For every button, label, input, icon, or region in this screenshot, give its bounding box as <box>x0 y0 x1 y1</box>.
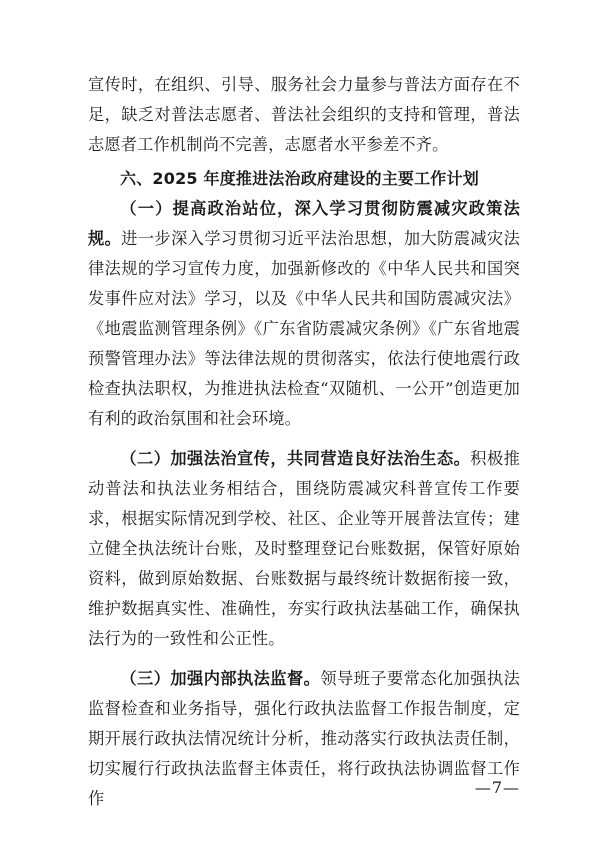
item-body-1: 进一步深入学习贯彻习近平法治思想，加大防震减灾法律法规的学习宣传力度，加强新修改的《中华人民共和国突发事件应对法》学习，以及《中华人民共和国防震减灾法》《地震监测管理条例》《广东省防震减灾条例》《广东省地震预警管理办法》等法律法规的贯彻落实，依法行使地震行政检查执法职权，为推进执法检查“双随机、一公开”创造更加有利的政治氛围和社会环境。 <box>88 229 520 428</box>
item-title-1: （一）提高政治站位，深入学习贯彻防震减灾政策法规。 <box>88 199 520 248</box>
item-paragraph-2 <box>88 444 520 654</box>
item-body-2: 积极推动普法和执法业务相结合，围绕防震减灾科普宣传工作要求，根据实际情况到学校、社区、企业等开展普法宣传；建立健全执法统计台账，及时整理登记台账数据，保管好原始资料，做到原始数据、台账数据与最终统计数据衔接一致，维护数据真实性、准确性，夯实行政执法基础工作，确保执法行为的一致性和公正性。 <box>88 449 520 648</box>
item-title-2: （二）加强法治宣传，共同营造良好法治生态。 <box>120 449 471 468</box>
section-heading: 六、2025 年度推进法治政府建设的主要工作计划 <box>120 169 479 188</box>
item-title-3: （三）加强内部执法监督。 <box>120 669 321 688</box>
paragraph-gap <box>88 654 520 664</box>
intro-paragraph: 宣传时，在组织、引导、服务社会力量参与普法方面存在不足，缺乏对普法志愿者、普法社会组织的支持和管理，普法志愿者工作机制尚不完善，志愿者水平参差不齐。 <box>88 75 520 154</box>
item-body-3: 领导班子要常态化加强执法监督检查和业务指导，强化行政执法监督工作报告制度，定期开展行政执法情况统计分析，推动落实行政执法责任制，切实履行行政执法监督主体责任，将行政执法协调监督工作作 <box>88 669 520 808</box>
document-body <box>88 70 520 814</box>
page-number: —7— <box>474 778 520 797</box>
paragraph-gap <box>88 434 520 444</box>
item-paragraph-1 <box>88 194 520 434</box>
item-paragraph-3 <box>88 664 520 814</box>
